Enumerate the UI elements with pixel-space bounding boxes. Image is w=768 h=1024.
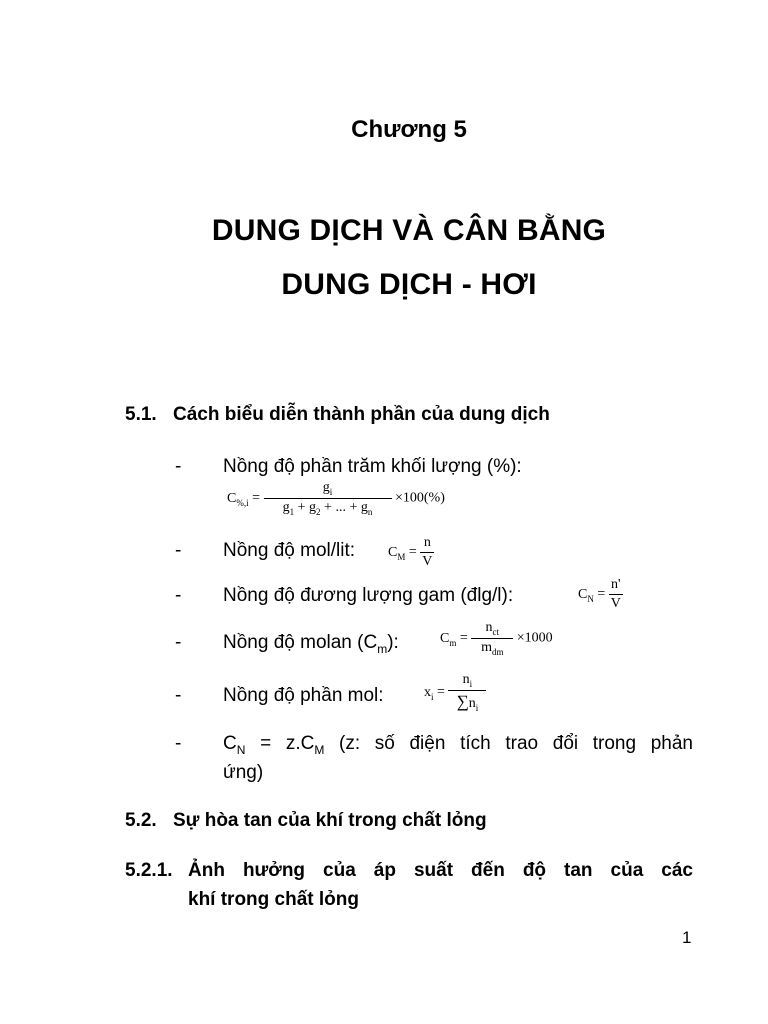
formula-normal: $C_N$ = $\frac{n'}{V}$ bbox=[578, 577, 621, 611]
item-mass-percent: Nồng độ phần trăm khối lượng (%): bbox=[223, 456, 522, 477]
section-number: 5.1. bbox=[125, 404, 157, 425]
item-normal: Nồng độ đương lượng gam (đlg/l): bbox=[223, 585, 514, 606]
bullet-dash: - bbox=[175, 456, 182, 477]
item-relation-line-1: $C_N = z.C_M$ (z: số điện tích trao đổi trong phản bbox=[223, 733, 693, 757]
bullet-dash: - bbox=[175, 685, 182, 706]
page-number: 1 bbox=[682, 928, 692, 947]
item-mole-fraction: Nồng độ phần mol: bbox=[223, 685, 384, 706]
fraction-numerator: $g_i$ bbox=[264, 480, 392, 499]
formula-fraction: $\frac{n_i}{\sum n_i}$ bbox=[448, 672, 486, 713]
bullet-dash: - bbox=[175, 733, 182, 754]
formula-mole-fraction: $x_i$ = $\frac{n_i}{\sum n_i}$ bbox=[424, 672, 486, 713]
section-5-2-heading bbox=[125, 810, 487, 832]
formula-fraction bbox=[264, 480, 392, 517]
bullet-dash: - bbox=[175, 632, 182, 653]
section-title-line-1: Ảnh hưởng của áp suất đến độ tan của các bbox=[188, 860, 693, 881]
formula-fraction: $\frac{n}{V}$ bbox=[422, 535, 433, 569]
formula-molal: $C_m$ = $\frac{n_{ct}}{m_{dm}}$ ×1000 bbox=[440, 620, 553, 657]
bullet-dash: - bbox=[175, 585, 182, 606]
formula-lhs: $C_{\%,i}$ bbox=[227, 490, 249, 508]
item-molal: Nồng độ molan $(C_m)$: bbox=[223, 632, 399, 656]
chapter-label: Chương 5 bbox=[351, 116, 467, 143]
formula-molar: $C_M$ = $\frac{n}{V}$ bbox=[388, 535, 433, 569]
section-5-1-heading bbox=[125, 404, 550, 426]
formula-fraction: $\frac{n'}{V}$ bbox=[610, 577, 621, 611]
section-title-line-2: khí trong chất lỏng bbox=[188, 889, 359, 910]
section-number: 5.2.1. bbox=[125, 860, 173, 881]
section-title: Sự hòa tan của khí trong chất lỏng bbox=[173, 810, 487, 831]
formula-fraction: $\frac{n_{ct}}{m_{dm}}$ bbox=[471, 620, 513, 657]
section-number: 5.2. bbox=[125, 810, 157, 831]
formula-mass-percent bbox=[227, 480, 445, 517]
item-relation-line-2: ứng) bbox=[223, 762, 264, 783]
bullet-dash: - bbox=[175, 540, 182, 561]
section-title: Cách biểu diễn thành phần của dung dịch bbox=[173, 404, 550, 425]
section-5-2-1-heading bbox=[125, 860, 693, 911]
equals-sign: = bbox=[252, 490, 260, 506]
formula-multiplier: ×100(%) bbox=[395, 490, 445, 506]
sum-symbol: ∑ bbox=[456, 691, 469, 711]
chapter-title-line-2: DUNG DỊCH - HƠI bbox=[281, 268, 537, 301]
item-molar: Nồng độ mol/lit: bbox=[223, 540, 356, 561]
fraction-denominator: $g_1 + g_2$ + ... + $g_n$ bbox=[282, 499, 373, 517]
chapter-title-line-1: DUNG DỊCH VÀ CÂN BẰNG bbox=[211, 214, 607, 247]
